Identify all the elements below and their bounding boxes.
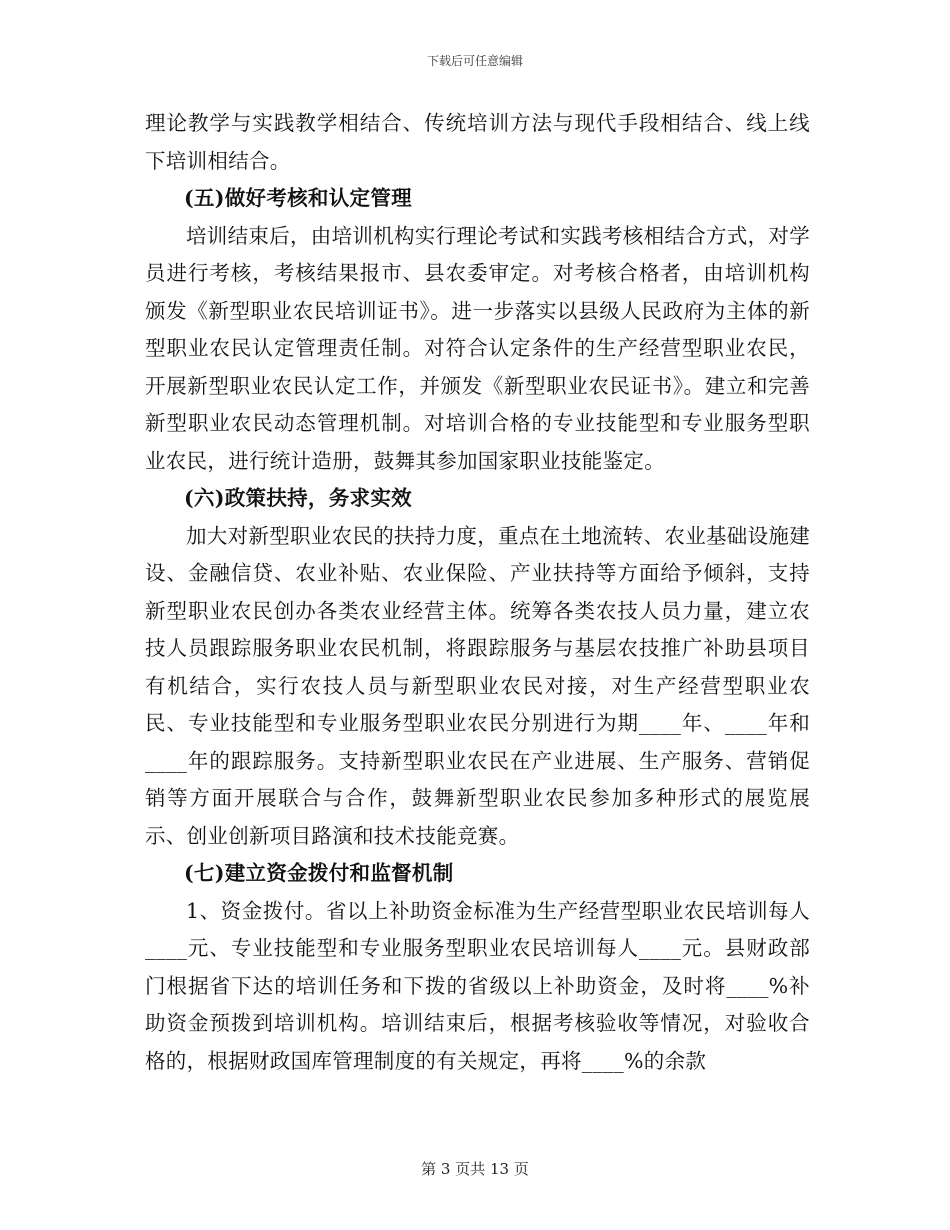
section-heading: (七)建立资金拨付和监督机制 [183, 861, 454, 885]
section-heading: (五)做好考核和认定管理 [183, 186, 412, 210]
paragraph: 加大对新型职业农民的扶持力度，重点在土地流转、农业基础设施建设、金融信贷、农业补贴、农业保险、产业扶持等方面给予倾斜，支持新型职业农民创办各类农业经营主体。统筹各类农技人员力量，建立农技人员跟踪服务职业农民机制，将跟踪服务与基层农技推广补助县项目有机结合，实行农技人员与新型职业农民对接，对生产经营型职业农民、专业技能型和专业服务型职业农民分别进行为期____年、____年和____年的跟踪服务。支持新型职业农民在产业进展、生产服务、营销促销等方面开展联合与合作，鼓舞新型职业农民参加多种形式的展览展示、创业创新项目路演和技术技能竞赛。 [145, 523, 810, 848]
paragraph: 培训结束后，由培训机构实行理论考试和实践考核相结合方式，对学员进行考核，考核结果报市、县农委审定。对考核合格者，由培训机构颁发《新型职业农民培训证书》。进一步落实以县级人民政府为主体的新型职业农民认定管理责任制。对符合认定条件的生产经营型职业农民，开展新型职业农民认定工作，并颁发《新型职业农民证书》。建立和完善新型职业农民动态管理机制。对培训合格的专业技能型和专业服务型职业农民，进行统计造册，鼓舞其参加国家职业技能鉴定。 [145, 223, 810, 473]
page-number: 第 3 页共 13 页 [421, 1160, 529, 1178]
paragraph: 理论教学与实践教学相结合、传统培训方法与现代手段相结合、线上线下培训相结合。 [145, 111, 810, 173]
paragraph: 1、资金拨付。省以上补助资金标准为生产经营型职业农民培训每人____元、专业技能型和专业服务型职业农民培训每人____元。县财政部门根据省下达的培训任务和下拨的省级以上补助资金，及时将____%补助资金预拨到培训机构。培训结束后，根据考核验收等情况，对验收合格的，根据财政国库管理制度的有关规定，再将____%的余款 [145, 898, 810, 1073]
document-body [145, 105, 810, 1080]
page-header: 下载后可任意编辑 [426, 54, 523, 68]
section-heading: (六)政策扶持，务求实效 [183, 486, 412, 510]
